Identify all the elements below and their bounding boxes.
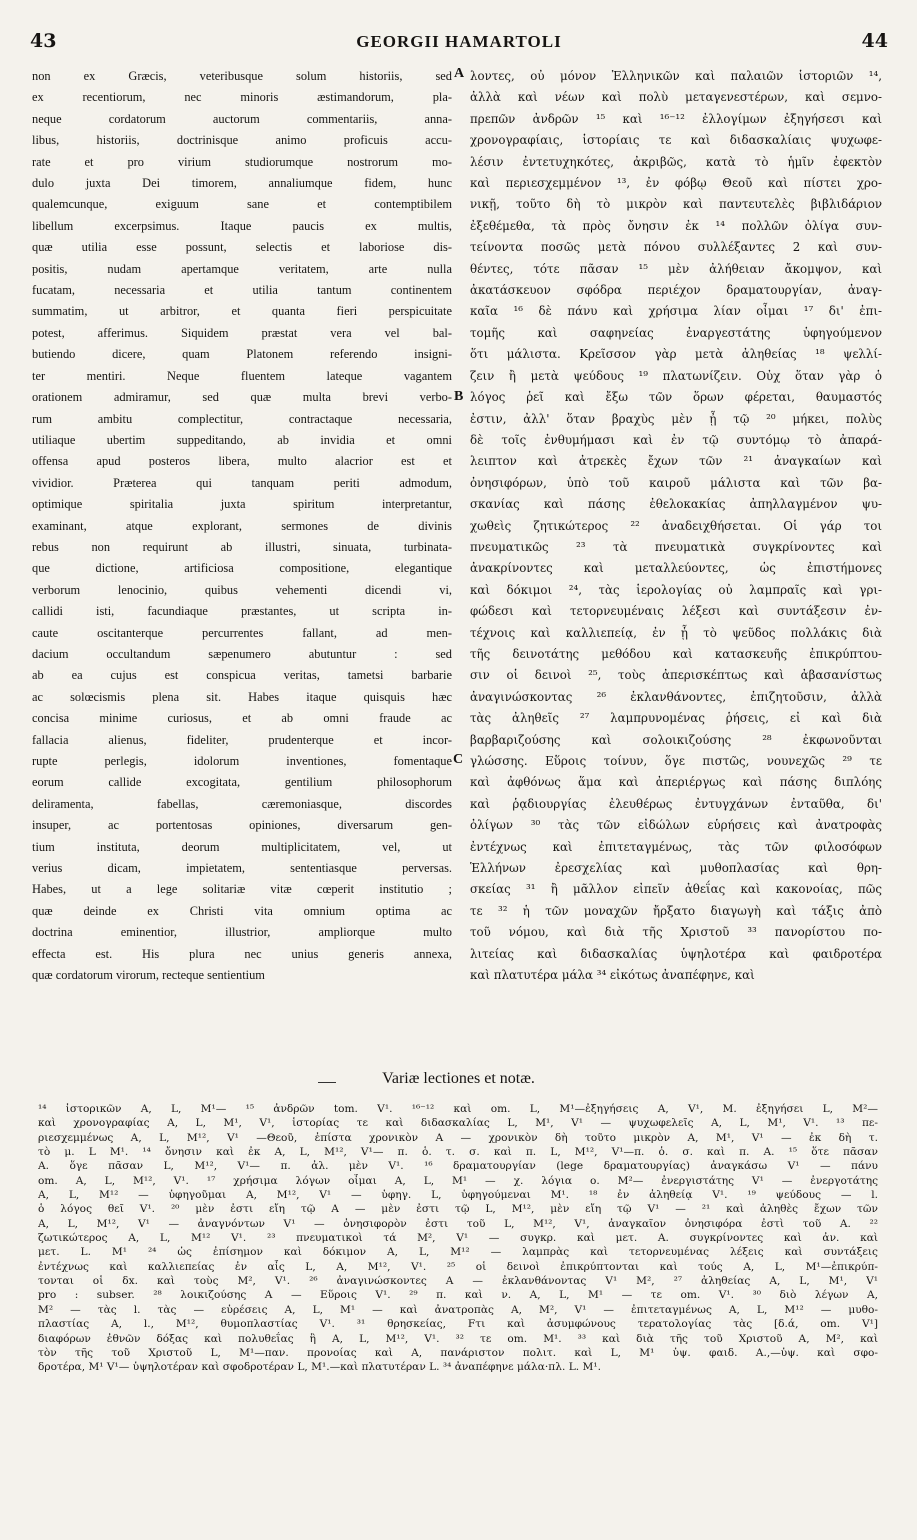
latin-text-line: neque cordatorum auctorum commentariis, anna-: [32, 111, 452, 126]
greek-text-line: ζειν ἢ μετὰ ψεύδους ¹⁹ πλατωνίζειν. Οὐχ ὅταν γὰρ ὁ: [470, 368, 882, 383]
latin-text-line: concisa minime curiosus, et ab omni fraude ac: [32, 711, 452, 726]
latin-text-line: dulo juxta Dei timorem, annaliumque fidem, hunc: [32, 176, 452, 191]
latin-text-line: quæ utilia esse possunt, selectis et laboriose dis-: [32, 240, 452, 255]
greek-text-line: ἀκατάσκευον σφόδρα περιέχον δραματουργίαν, ἀναγ-: [470, 283, 882, 298]
section-marker-b: B: [454, 389, 464, 404]
running-title: GEORGII HAMARTOLI: [356, 32, 562, 51]
note-line: ριεσχεμμένως A, L, M¹², V¹ —Θεοῦ, ἐπίστα χρονικὸν A — χρονικὸν δὴ τοῦτο μικρὸν A, M¹, V¹ — ἐκ δὴ τ.: [38, 1131, 878, 1144]
note-line: τονται οἱ δx. καὶ τοὺς M², V¹. ²⁶ ἀναγινώσκοντες A — ἐκλανθάνοντας V¹ M², ²⁷ ἀληθείας A, L, M¹, V¹: [38, 1275, 878, 1288]
greek-text-line: χωθεὶς ζητικώτερος ²² ἀναδειχθήσεται. Οἱ γάρ τοι: [470, 518, 882, 533]
latin-text-line: fucatam, necessaria et utilia tantum continentem: [32, 283, 452, 298]
section-marker-c: C: [453, 752, 464, 767]
latin-text-line: verborum lenocinio, quibus vehementi dicendi vi,: [32, 582, 452, 597]
note-line: ¹⁴ ἱστορικῶν A, L, M¹— ¹⁵ ἀνδρῶν tom. V¹. ¹⁶⁻¹² καὶ om. L, M¹—ἐξηγήσεις A, V¹, M. ἐξηγήσει L, M²—: [38, 1103, 878, 1115]
latin-text-line: optimique spiritalia juxta spiritum interpretantur,: [32, 497, 452, 512]
greek-text-line: ἐντέχνως καὶ ἐπιτεταγμένως, τὰς τῶν φιλοσόφων: [470, 839, 882, 854]
greek-text-line: ἀνακρίνοντες καὶ μεταλλεύοντες, ὡς ἐπιστήμονες: [470, 561, 882, 576]
latin-column: [32, 66, 452, 986]
note-line: pro : subser. ²⁸ λοικιζούσης A — Εὕροις V¹. ²⁹ π. καὶ ν. A, L, M¹ — τε om. V¹. ³⁰ διὸ λέγων A,: [38, 1289, 878, 1302]
notes-title: Variæ lectiones et notæ.: [382, 1070, 535, 1087]
latin-text-line: ex recentiorum, nec minoris æstimandorum, pla-: [32, 90, 452, 105]
latin-text-line: offensa apud posteros libera, multo alacrior est et: [32, 454, 452, 469]
latin-text-line: eorum callide excogitata, gentilium philosophorum: [32, 775, 452, 790]
latin-text-line: quæ cordatorum virorum, recteque sentientium: [32, 968, 265, 983]
latin-text-line: vividior. Præterea qui tanquam periti admodum,: [32, 475, 452, 490]
greek-text-line: καὶ περιεσχεμμένον ¹³, ἐν φόβῳ Θεοῦ καὶ πίστει χρο-: [470, 176, 882, 191]
note-line: A, L, M¹² — ὑφηγοῦμαι A, M¹², V¹ — ὑφηγ. L, ὑφηγούμεναι M¹. ¹⁸ ἐν ἀληθείᾳ V¹. ¹⁹ ψεύδους — l.: [38, 1189, 878, 1202]
note-line: om. A, L, M¹², V¹. ¹⁷ χρήσιμα λόγων οἶμαι A, L, M¹ — χ. λόγια ο. M²— ἐνεργιστάτης V¹ — ἐνεργοτάτης: [38, 1174, 878, 1187]
latin-text-line: que dictione, artificiosa compositione, elegantique: [32, 561, 452, 576]
greek-text-line: ἀλλὰ καὶ νέων καὶ πολὺ μεταγενεστέρων, καὶ σεμνο-: [470, 90, 882, 105]
greek-text-line: καὶ πλατυτέρα μάλα ³⁴ εἰκότως ἀναπέφηνε, καὶ: [470, 968, 755, 983]
latin-text-line: doctrina eminentior, illustrior, ampliorque multo: [32, 925, 452, 940]
greek-column: [470, 66, 882, 986]
latin-text-line: ab ea cujus est conspicua veritas, tametsi barbarie: [32, 668, 452, 683]
greek-text-line: τείνοντα ποσῶς μετὰ πόνου συλλέξαντες 2 καὶ συν-: [470, 240, 882, 255]
note-line: A, L, M¹², V¹ — ἀναγνόντων V¹ — ὀνησιφορὸν ἐστι τοῦ L, M¹², V¹, ἀναγκαῖον ὀνησιφόρα ἐστὶ τοῦ A. ²²: [38, 1217, 878, 1230]
section-marker-a: A: [454, 66, 465, 81]
latin-text-line: butiendo dicere, quam Platonem referendo insigni-: [32, 347, 452, 362]
latin-text-line: quæ deinde ex Christi vita omnium optima ac: [32, 903, 452, 918]
latin-text-line: potest, afferimus. Siquidem præstat vera vel bal-: [32, 325, 452, 340]
greek-text-line: λέσιν ἐντετυχηκότες, ἀκριβῶς, κατὰ τὸ ἡμῖν ἐφεκτὸν: [470, 154, 882, 169]
greek-text-line: τῆς δεινοτάτης μεθόδου καὶ κατασκευῆς ἐπικρύπτου-: [470, 646, 882, 661]
greek-text-line: ἐξεθέμεθα, τὰ πρὸς ὄνησιν ἐκ ¹⁴ πολλῶν ὀλίγα συν-: [470, 218, 882, 233]
greek-text-line: βαρβαριζούσης καὶ σολοικιζούσης ²⁸ ἐκφωνοῦνται: [470, 732, 882, 747]
greek-text-line: χρονογραφίαις, ἱστορίαις τε καὶ διδασκαλίαις ψυχωφε-: [470, 133, 882, 148]
note-line: M² — τὰς l. τὰς — εὑρέσεις A, L, M¹ — καὶ ἀνατροπὰς A, M², V¹ — ἐπιτεταγμένως A, L, M¹² — μυθο-: [38, 1303, 878, 1316]
greek-text-line: λοντες, οὐ μόνον Ἑλληνικῶν καὶ παλαιῶν ἱστοριῶν ¹⁴,: [470, 69, 882, 83]
note-line: ζωτικώτερος A, L, M¹² V¹. ²³ πνευματικοὶ τά M², V¹ — συγκρ. καὶ μετ. A. συγκρίνοντες καὶ ἀν. καὶ: [38, 1232, 878, 1245]
latin-text-line: examinant, atque explorant, sermones de divinis: [32, 518, 452, 533]
greek-text-line: σιν οἱ δεινοὶ ²⁵, τοὺς ἀπερισκέπτως καὶ ἀβασανίστως: [470, 668, 882, 683]
latin-text-line: callidi isti, facundiaque præstantes, ut scripta in-: [32, 604, 452, 619]
note-line: πλαστίας A, l., M¹², θυμοπλαστίας V¹. ³¹ θρησκείας, Fτι καὶ ἀσυμφώνους τερατολογίας τὰς [δ.ά, om. V¹]: [38, 1318, 878, 1331]
greek-text-line: τοῦ νόμου, καὶ διὰ τῆς Χριστοῦ ³³ πανορίστου πο-: [470, 925, 882, 940]
greek-text-line: Ἑλλήνων ἐρεσχελίας καὶ μυθοπλασίας καὶ θρη-: [470, 861, 882, 876]
latin-text-line: tium instituta, deorum multiplicitatem, vel, ut: [32, 839, 452, 854]
greek-text-line: σκείας ³¹ ἢ μᾶλλον εἰπεῖν ἀθεΐας καὶ κακονοίας, πῶς: [470, 882, 882, 897]
greek-text-line: τομῆς καὶ σαφηνείας ἐναργεστάτης ὑφηγούμενον: [470, 325, 882, 340]
greek-text-line: καὶ ῥᾳδιουργίας ἐλευθέρως ἐντυγχάνων ἐνταῦθα, δι': [470, 796, 882, 811]
latin-text-line: rum ambitu complectitur, contractaque necessaria,: [32, 411, 452, 426]
latin-text-line: rate et pro virium studiorumque nostrorum mo-: [32, 154, 452, 169]
latin-text-line: positis, nudam apertamque veritatem, arte nulla: [32, 261, 452, 276]
greek-text-line: καῖα ¹⁶ δὲ πάνυ καὶ χρήσιμα λίαν οἶμαι ¹⁷ δι' ἐπι-: [470, 304, 882, 319]
note-line: ἐντέχνως καὶ καλλιεπείας ἐν αἷς L, A, M¹², V¹. ²⁵ οἱ δεινοὶ ἐπικρύπτονται καὶ τούς A, L, M¹—ἐπικρύπ-: [38, 1260, 878, 1273]
greek-text-line: καὶ ἀφθόνως ἅμα καὶ ἀπεριέργως καὶ πάσης διπλόης: [470, 775, 882, 790]
latin-text-line: qualemcunque, exiguum sane et contemptibilem: [32, 197, 452, 212]
latin-text-line: rebus non requirunt ab illustri, sinuata, turbinata-: [32, 539, 452, 554]
latin-text-line: non ex Græcis, veteribusque solum historiis, sed: [32, 69, 452, 83]
greek-text-line: ἐστιν, ἀλλ' ὅταν βραχὺς μὲν ᾖ τῷ ²⁰ μήκει, πολὺς: [470, 411, 882, 426]
greek-text-line: ἀναγινώσκοντας ²⁶ ἐκλανθάνοντες, ἐπιζητοῦσιν, ἀλλὰ: [470, 689, 882, 704]
latin-text-line: verius dicam, impietatem, sententiasque perversas.: [32, 861, 452, 876]
greek-text-line: ὀλίγων ³⁰ τὰς τῶν εἰδώλων εὑρήσεις καὶ ἀνατροφὰς: [470, 818, 882, 833]
latin-text-line: orationem admiramur, sed quæ multa brevi verbo-: [32, 390, 452, 405]
greek-text-line: γλώσσης. Εὕροις τοίνυν, ὅγε πιστῶς, νουνεχῶς ²⁹ τε: [470, 754, 882, 768]
latin-text-line: dacium occultandum sæpenumero abutuntur : sed: [32, 646, 452, 661]
note-line: ὁ λόγος θεῖ V¹. ²⁰ μὲν ἐστι εἴη τῷ A — μὲν ἐστι τῷ L, M¹², μὲν εἴη τῷ V¹ — ²¹ καὶ ἀληθὲς ἔχων τῶν: [38, 1203, 878, 1216]
latin-text-line: insuper, ac portentosas opiniones, diversarum gen-: [32, 818, 452, 833]
greek-text-line: λόγος ῥεῖ καὶ ἔξω τῶν ὅρων φέρεται, θαυμαστός: [470, 390, 882, 405]
latin-text-line: effecta est. His plura nec unius generis annexa,: [32, 946, 452, 961]
latin-text-line: ac solœcismis plena sit. Habes itaque quisquis hæc: [32, 689, 452, 704]
latin-text-line: caute oscitanterque percurrentes fallant, ad men-: [32, 625, 452, 640]
note-line: καὶ χρονογραφίας A, L, M¹, V¹, ἱστορίας τε καὶ διδασκαλίας L, M¹, V¹ — ψυχωφελεῖς A, L, M¹, V¹. ¹³ πε-: [38, 1117, 878, 1130]
greek-text-line: καὶ δόκιμοι ²⁴, τὰς ἱερολογίας οὐ λαμπραῖς καὶ γρι-: [470, 582, 882, 597]
latin-text-line: deliramenta, fabellas, cæremoniasque, discordes: [32, 796, 452, 811]
greek-text-line: πνευματικῶς ²³ τὰ πνευματικὰ συγκρίνοντες καὶ: [470, 539, 882, 554]
greek-text-line: τὰς ἀληθεῖς ²⁷ λαμπρυνομένας ῥήσεις, εἰ καὶ διὰ: [470, 711, 882, 726]
latin-text-line: summatim, ut arbitror, et quanta fieri perspicuitate: [32, 304, 452, 319]
greek-text-line: πρεπῶν ἀνδρῶν ¹⁵ καὶ ¹⁶⁻¹² ἐλλογίμων ἐξηγήσεσι καὶ: [470, 111, 882, 126]
latin-text-line: libellum excerpsimus. Itaque paucis ex multis,: [32, 218, 452, 233]
greek-text-line: σκανίας καὶ πάσης ἐθελοκακίας ἀπηλλαγμένον ψυ-: [470, 497, 882, 512]
greek-text-line: λιτείας καὶ διδασκαλίας ὑψηλοτέρα καὶ φαιδροτέρα: [470, 946, 882, 961]
variant-notes: [38, 1102, 878, 1375]
greek-text-line: ὅτι μάλιστα. Κρεῖσσον γὰρ μετὰ ἀληθείας ¹⁸ ψελλί-: [470, 347, 882, 362]
latin-text-line: utiliaque ubertim suppeditando, ab invidia et omni: [32, 432, 452, 447]
greek-text-line: νικῇ, τοῦτο δὴ τὸ μικρὸν καὶ παντευτελὲς βιβλιδάριον: [470, 197, 882, 212]
greek-text-line: φώδεσι καὶ τετορνευμέναις λέξεσι καὶ συντάξεσιν ἐν-: [470, 604, 882, 619]
latin-text-line: ter mentiri. Neque fluentem lateque vagantem: [32, 368, 452, 383]
note-line: μετ. L. M¹ ²⁴ ὡς ἐπίσημον καὶ δόκιμον A, L, M¹² — λαμπρὰς καὶ τετορνευμένας λέξεις καὶ συντάξεις: [38, 1246, 878, 1259]
greek-text-line: ὀνησιφόρων, ὑπὸ τοῦ καιροῦ μάλιστα καὶ τῶν βα-: [470, 475, 882, 490]
latin-text-line: Habes, ut a lege solitariæ vitæ cœperit institutio ;: [32, 882, 452, 897]
latin-text-line: libus, historiis, doctrinisque animo proficuis accu-: [32, 133, 452, 148]
note-line: τὸ μ. L M¹. ¹⁴ ὄνησιν καὶ ἐκ A, L, M¹², V¹— π. ὁ. τ. σ. καὶ π. L, M¹², V¹—π. ὁ. σ. καὶ π. A. ¹⁵ ὅτε πᾶσαν: [38, 1146, 878, 1159]
greek-text-line: λειπτον καὶ ἀτρεκὲς ἔχων τῶν ²¹ ἀναγκαίων καὶ: [470, 454, 882, 469]
greek-text-line: θέντες, τότε πᾶσαν ¹⁵ μὲν ἀλήθειαν ἄκομψον, καὶ: [470, 261, 882, 276]
greek-text-line: τέχνοις καὶ καλλιεπείᾳ, ἐν ᾗ τὸ ψεῦδος πολλάκις διὰ: [470, 625, 882, 640]
greek-text-line: τε ³² ἡ τῶν μοναχῶν ἤρξατο διαγωγὴ καὶ τάξις ἀπὸ: [470, 903, 882, 918]
note-line: τὸν τῆς τοῦ Χριστοῦ L, M¹—παν. προνοίας καὶ A, πανάριστον πολιτ. καὶ L, M¹ ὑψ. φαιδ. A.,—ὑψ. καὶ σφο-: [38, 1346, 878, 1359]
note-line: A. ὅγε πᾶσαν L, M¹², V¹— π. ἀλ. μὲν V¹. ¹⁶ δραματουργίαν (lege δραματουργίας) ἀναγκάσω V¹ — πάνυ: [38, 1160, 878, 1173]
latin-text-line: rupte perlegis, idolorum inventiones, fomentaque: [32, 754, 452, 768]
note-line: δροτέρα, M¹ V¹— ὑψηλοτέραν καὶ σφοδροτέραν L, M¹.—καὶ πλατυτέραν L. ³⁴ ἀναπέφηνε μάλα·πλ. L. M¹.: [38, 1361, 601, 1374]
greek-text-line: δὲ τοῖς ἐνθυμήμασι καὶ ἐν τῷ συντόμῳ τὸ ἀπαρά-: [470, 432, 882, 447]
page-number-right: 44: [861, 30, 888, 52]
note-line: διαφόρων ἐθνῶν δόξας καὶ πολυθεΐας ἢ A, L, M¹², V¹. ³² τε om. M¹. ³³ καὶ διὰ τῆς τοῦ Χριστοῦ A, M², καὶ: [38, 1332, 878, 1345]
page-header: [30, 30, 888, 56]
latin-text-line: fallacia alienus, fideliter, prudenterque et incor-: [32, 732, 452, 747]
page-number-left: 43: [30, 30, 57, 52]
